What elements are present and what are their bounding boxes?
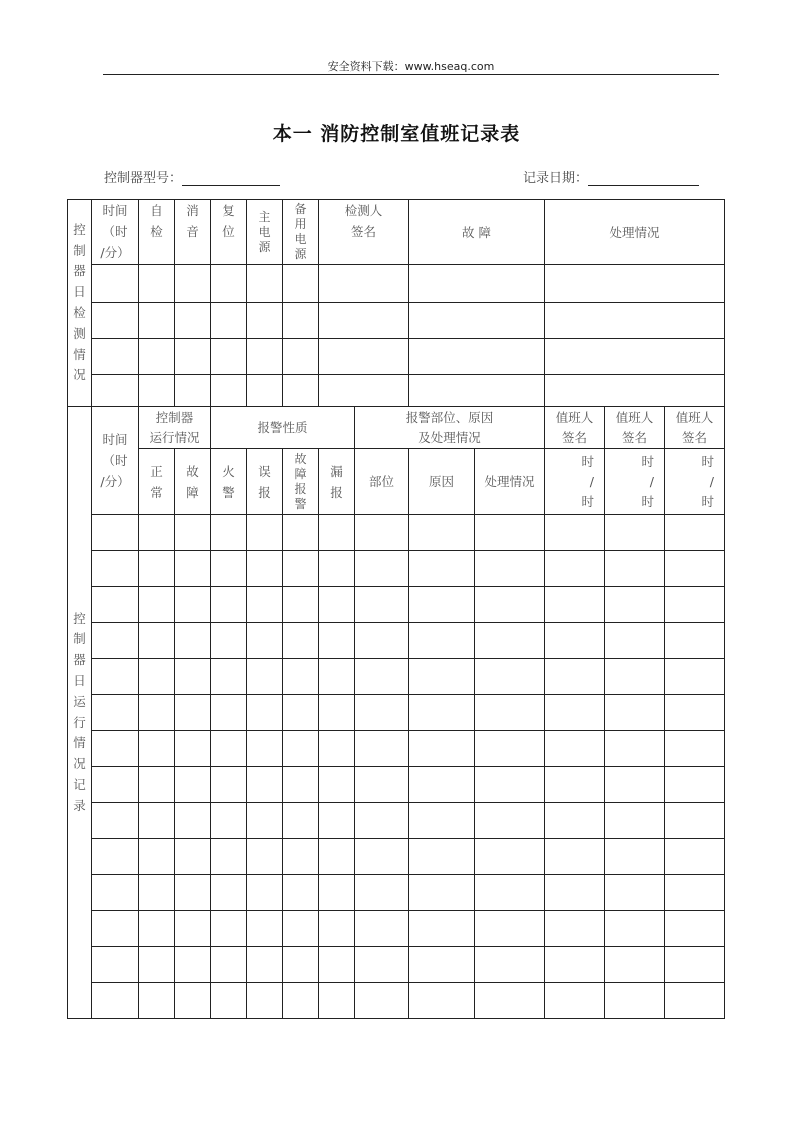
col-location: 部位 bbox=[355, 449, 409, 515]
controller-model-label: 控制器型号： bbox=[104, 171, 183, 186]
table-row bbox=[68, 947, 725, 983]
col-silence: 消 音 bbox=[175, 200, 211, 265]
col-fault: 故 障 bbox=[409, 200, 545, 265]
table-row bbox=[68, 265, 725, 303]
controller-model-input[interactable] bbox=[182, 170, 280, 186]
header-note: 安全资料下载：www.hseaq.com bbox=[327, 60, 495, 73]
col-fault-alarm: 故 障 报 警 bbox=[283, 449, 319, 515]
table-row bbox=[68, 983, 725, 1019]
col-fire-alarm: 火 警 bbox=[211, 449, 247, 515]
daily-operation-table bbox=[67, 406, 725, 1019]
col-duty-signature-2: 值班人 签名 bbox=[605, 407, 665, 449]
col-reset: 复 位 bbox=[211, 200, 247, 265]
table-row bbox=[68, 375, 725, 407]
table-row bbox=[68, 303, 725, 339]
daily-check-side-label: 控制器日检测情况 bbox=[68, 200, 92, 407]
controller-model-field bbox=[104, 167, 280, 186]
col-missed-alarm: 漏 报 bbox=[319, 449, 355, 515]
page-title: 本一 消防控制室值班记录表 bbox=[272, 123, 521, 145]
col-inspector-signature: 检测人 签名 bbox=[319, 200, 409, 265]
col-handling: 处理情况 bbox=[475, 449, 545, 515]
col-self-check: 自 检 bbox=[139, 200, 175, 265]
table-row bbox=[68, 339, 725, 375]
header-divider bbox=[103, 74, 719, 75]
col-main-power: 主 电 源 bbox=[247, 200, 283, 265]
table-row bbox=[68, 803, 725, 839]
col-time-range-2: 时 / 时 bbox=[605, 449, 665, 515]
col-reason: 原因 bbox=[409, 449, 475, 515]
col-normal: 正 常 bbox=[139, 449, 175, 515]
col-duty-signature-1: 值班人 签名 bbox=[545, 407, 605, 449]
daily-operation-side-label: 控制器日运行情况记录 bbox=[68, 407, 92, 1019]
record-date-label: 记录日期： bbox=[523, 171, 589, 186]
col-controller-status: 控制器 运行情况 bbox=[139, 407, 211, 449]
table-row bbox=[68, 911, 725, 947]
record-date-input[interactable] bbox=[588, 170, 699, 186]
record-date-field bbox=[523, 167, 699, 186]
table-row bbox=[68, 875, 725, 911]
col-backup-power: 备 用 电 源 bbox=[283, 200, 319, 265]
daily-check-table bbox=[67, 199, 725, 407]
col-false-alarm: 误 报 bbox=[247, 449, 283, 515]
table-row bbox=[68, 587, 725, 623]
table-row bbox=[68, 839, 725, 875]
table-row bbox=[68, 731, 725, 767]
table-row bbox=[68, 659, 725, 695]
col-time-range-1: 时 / 时 bbox=[545, 449, 605, 515]
col-duty-signature-3: 值班人 签名 bbox=[665, 407, 725, 449]
table-row bbox=[68, 551, 725, 587]
table-row bbox=[68, 623, 725, 659]
col-time-range-3: 时 / 时 bbox=[665, 449, 725, 515]
table-row bbox=[68, 515, 725, 551]
col-handling: 处理情况 bbox=[545, 200, 725, 265]
col-alarm-nature: 报警性质 bbox=[211, 407, 355, 449]
table-row bbox=[68, 695, 725, 731]
col-alarm-location-reason: 报警部位、原因 及处理情况 bbox=[355, 407, 545, 449]
col-fault: 故 障 bbox=[175, 449, 211, 515]
table-row bbox=[68, 767, 725, 803]
col-time: 时间 （时 /分） bbox=[92, 407, 139, 515]
col-time: 时间 （时 /分） bbox=[92, 200, 139, 265]
